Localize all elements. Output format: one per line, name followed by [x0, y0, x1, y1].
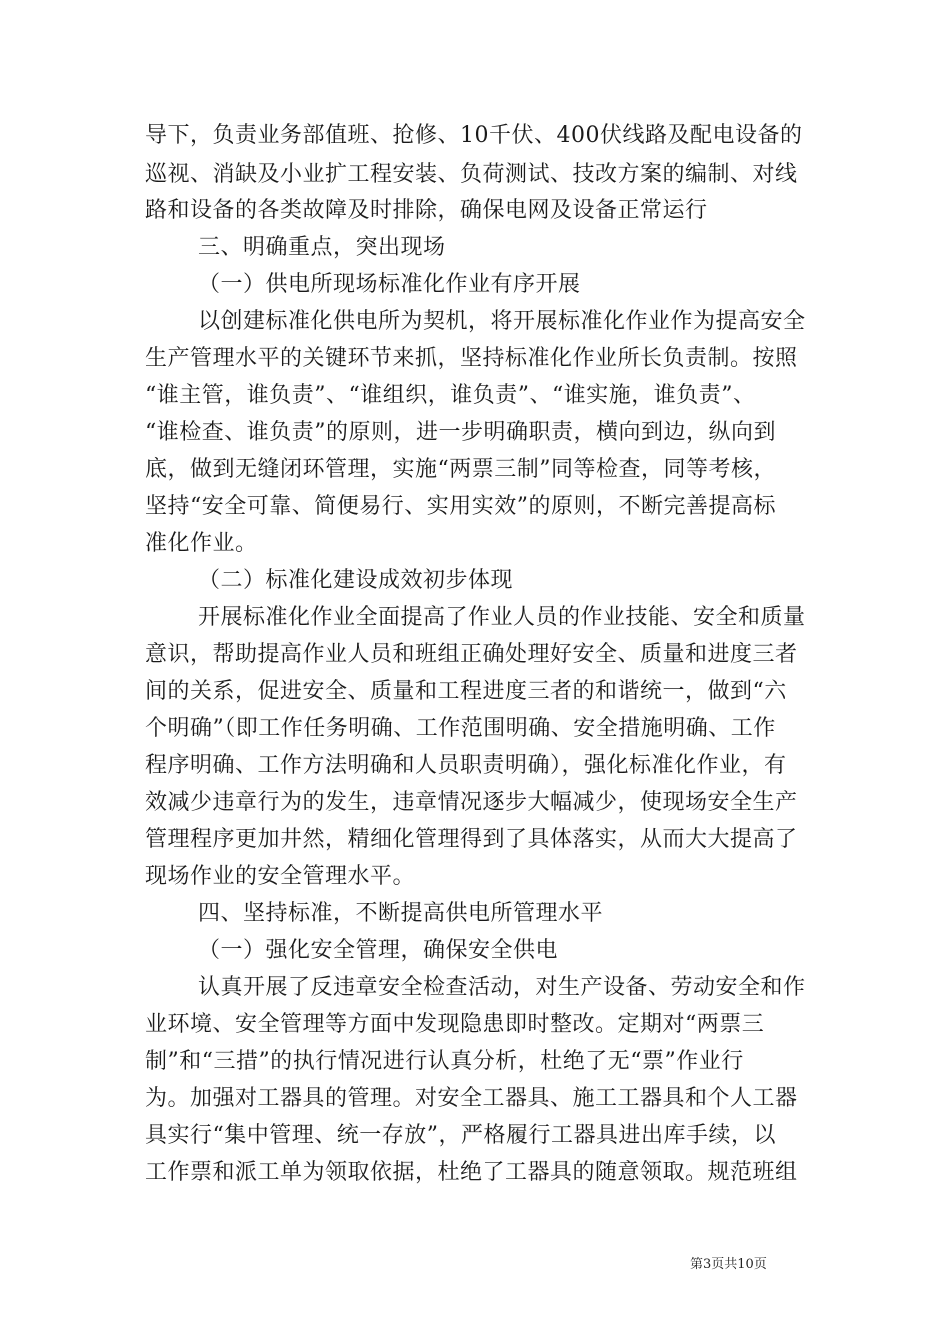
body-line: 个明确”（即工作任务明确、工作范围明确、安全措施明确、工作 [145, 716, 776, 741]
body-line: 准化作业。 [145, 531, 258, 556]
body-line: 开展标准化作业全面提高了作业人员的作业技能、安全和质量 [198, 605, 806, 630]
body-line: “谁主管，谁负责”、“谁组织，谁负责”、“谁实施，谁负责”、 [145, 383, 756, 408]
body-line: 效减少违章行为的发生，违章情况逐步大幅减少，使现场安全生产 [145, 790, 798, 815]
body-line: 业环境、安全管理等方面中发现隐患即时整改。定期对“两票三 [145, 1012, 765, 1037]
body-line: 为。加强对工器具的管理。对安全工器具、施工工器具和个人工器 [145, 1086, 798, 1111]
body-line: 间的关系，促进安全、质量和工程进度三者的和谐统一，做到“六 [145, 679, 787, 704]
body-line: 巡视、消缺及小业扩工程安装、负荷测试、技改方案的编制、对线 [145, 162, 798, 187]
body-line: 制”和“三措”的执行情况进行认真分析，杜绝了无“票”作业行 [145, 1049, 744, 1074]
section-heading: 四、坚持标准，不断提高供电所管理水平 [198, 901, 604, 926]
body-line: 意识，帮助提高作业人员和班组正确处理好安全、质量和进度三者 [145, 642, 798, 667]
body-line: “谁检查、谁负责”的原则，进一步明确职责，横向到边，纵向到 [145, 420, 776, 445]
section-heading: 三、明确重点，突出现场 [198, 235, 446, 260]
body-line: 以创建标准化供电所为契机，将开展标准化作业作为提高安全 [198, 309, 806, 334]
body-line: 路和设备的各类故障及时排除，确保电网及设备正常运行 [145, 198, 708, 223]
body-line: 认真开展了反违章安全检查活动，对生产设备、劳动安全和作 [198, 975, 806, 1000]
subsection-heading: （一）强化安全管理，确保安全供电 [198, 938, 559, 963]
body-line: 程序明确、工作方法明确和人员职责明确），强化标准化作业，有 [145, 753, 787, 778]
page-number: 第3页共10页 [690, 1257, 767, 1272]
body-line: 工作票和派工单为领取依据，杜绝了工器具的随意领取。规范班组 [145, 1160, 798, 1185]
body-line: 导下，负责业务部值班、抢修、10千伏、400伏线路及配电设备的 [145, 123, 803, 148]
body-line: 现场作业的安全管理水平。 [145, 864, 416, 889]
body-line: 具实行“集中管理、统一存放”，严格履行工器具进出库手续，以 [145, 1123, 776, 1148]
body-line: 管理程序更加井然，精细化管理得到了具体落实，从而大大提高了 [145, 827, 798, 852]
body-line: 坚持“安全可靠、简便易行、实用实效”的原则，不断完善提高标 [145, 494, 776, 519]
subsection-heading: （二）标准化建设成效初步体现 [198, 568, 514, 593]
subsection-heading: （一）供电所现场标准化作业有序开展 [198, 272, 581, 297]
body-line: 生产管理水平的关键环节来抓，坚持标准化作业所长负责制。按照 [145, 346, 798, 371]
body-line: 底，做到无缝闭环管理，实施“两票三制”同等检查，同等考核， [145, 457, 776, 482]
